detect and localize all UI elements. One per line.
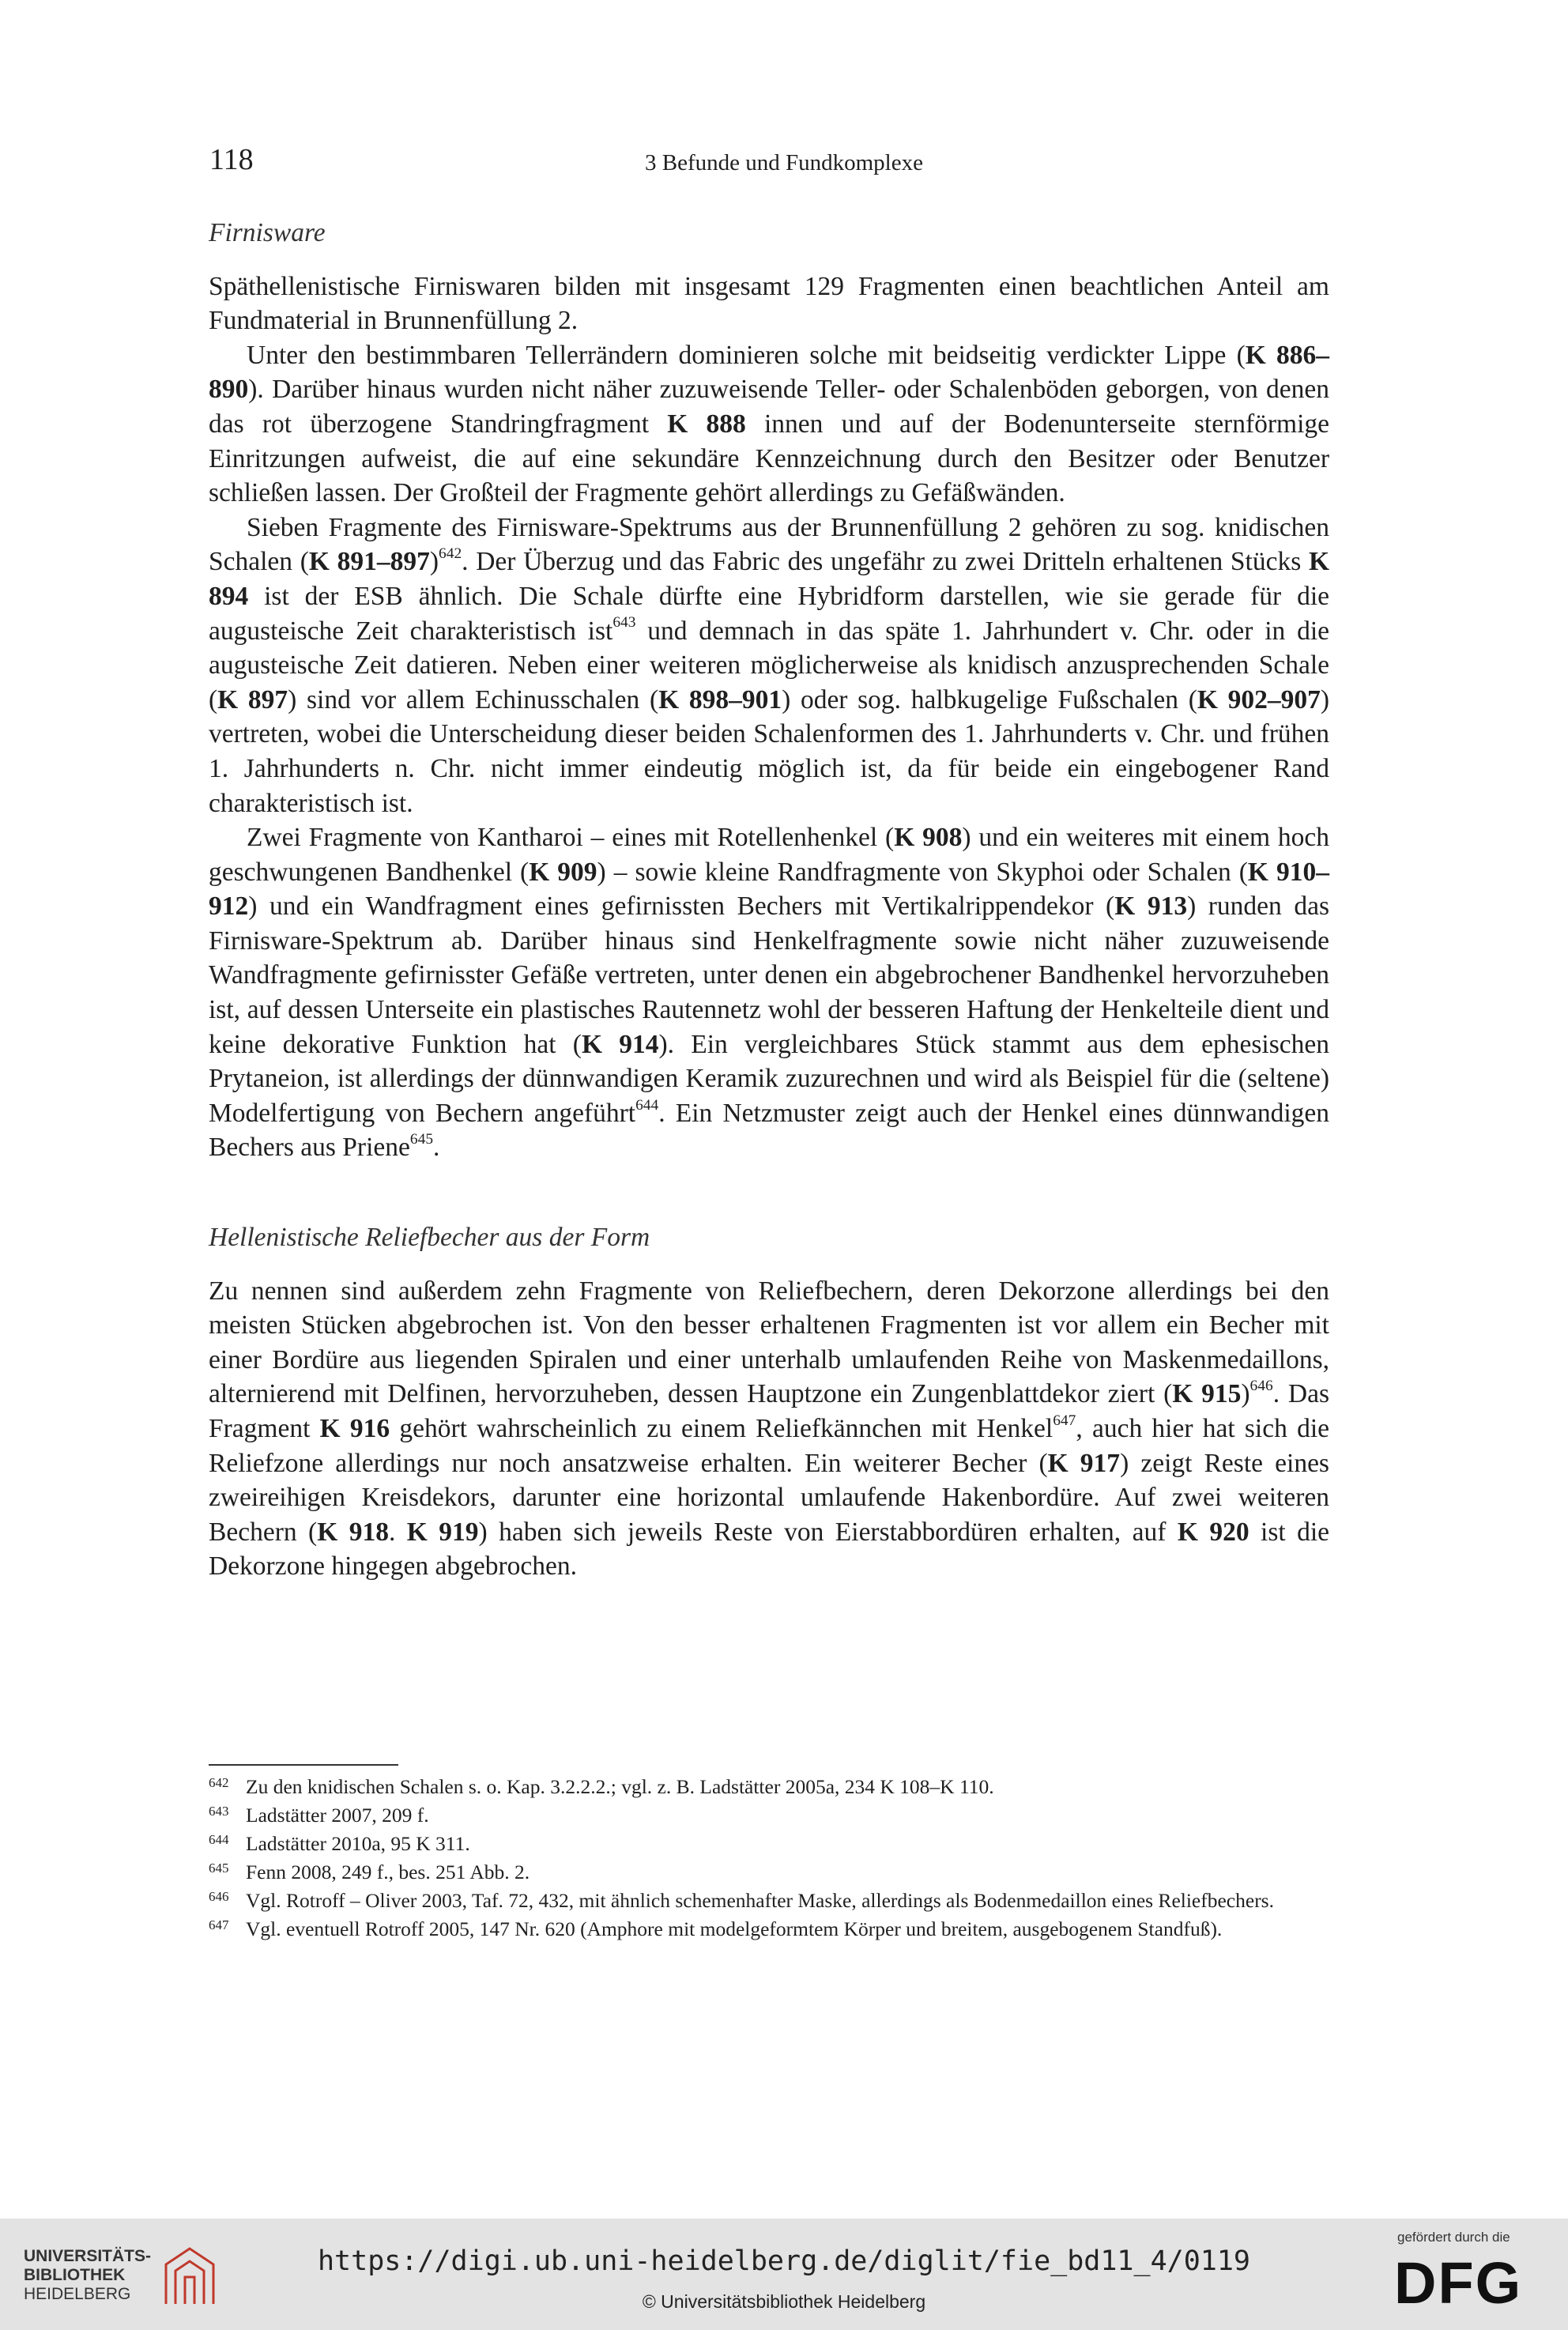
library-name-line: HEIDELBERG <box>24 2285 131 2303</box>
footnote-text: Vgl. eventuell Rotroff 2005, 147 Nr. 620 (Amphore mit modelgeformtem Körper und breitem, ausgebogenem Standfuß). <box>246 1917 1223 1940</box>
dfg-logo-mark: DFG <box>1394 2250 1523 2316</box>
footnote-text: Ladstätter 2007, 209 f. <box>246 1804 429 1827</box>
footnote <box>209 1830 1329 1858</box>
catalog-reference: K 917 <box>1047 1448 1121 1478</box>
footnote-number: 645 <box>209 1861 229 1876</box>
catalog-reference: K 916 <box>319 1414 390 1443</box>
page-number: 118 <box>209 143 254 176</box>
paragraph: Zwei Fragmente von Kantharoi – eines mit Rotellenhenkel (K 908) und ein weiteres mit einem hoch geschwungenen Bandhenkel (K 909) – sowie kleine Randfragmente von Skyphoi oder Schalen (K 910–912) und ein Wandfragment eines gefirnissten Bechers mit Vertikalrippendekor (K 913) runden das Firnisware-Spektrum ab. Darüber hinaus sind Henkelfragmente sowie nicht näher zuzuweisende Wandfragmente gefirnisster Gefäße vertreten, unter denen ein abgebrochener Bandhenkel hervorzuheben ist, auf dessen Unterseite ein plastisches Rautennetz wohl der besseren Haftung der Henkelteile dient und keine dekorative Funktion hat (K 914). Ein vergleichbares Stück stammt aus dem ephesischen Prytaneion, ist allerdings der dünnwandigen Keramik zuzurechnen und wird als Beispiel für die (seltene) Modelfertigung von Bechern angeführt$^{644}$. Ein Netzmuster zeigt auch der Henkel eines dünnwandigen Bechers aus Priene$^{645}$. <box>209 823 1329 1163</box>
catalog-reference: K 914 <box>581 1029 659 1059</box>
catalog-reference: K 891–897 <box>308 547 430 577</box>
catalog-reference: K 898–901 <box>658 684 782 714</box>
catalog-reference: K 897 <box>217 684 288 714</box>
footnote-number: 647 <box>209 1917 229 1932</box>
section-heading-reliefbecher: Hellenistische Reliefbecher aus der Form <box>209 1223 650 1253</box>
library-name-line: UNIVERSITÄTS- <box>24 2247 152 2265</box>
catalog-reference: K 919 <box>406 1517 479 1547</box>
footnotes <box>209 1773 1329 1944</box>
catalog-reference: K 888 <box>667 409 746 439</box>
footnote-number: 644 <box>209 1832 229 1847</box>
running-head: 3 Befunde und Fundkomplexe <box>645 150 923 175</box>
catalog-reference: K 886–890 <box>209 340 1329 405</box>
footnote-text: Fenn 2008, 249 f., bes. 251 Abb. 2. <box>246 1861 530 1883</box>
catalog-reference: K 902–907 <box>1197 684 1321 714</box>
catalog-reference: K 894 <box>209 547 1329 611</box>
catalog-reference: K 910–912 <box>209 857 1329 922</box>
paragraph: Unter den bestimmbaren Tellerrändern dominieren solche mit beidseitig verdickter Lippe (K 886–890). Darüber hinaus wurden nicht näher zuzuweisende Teller- oder Schalenböden geborgen, von denen das rot überzogene Standringfragment K 888 innen und auf der Bodenunterseite sternförmige Einritzungen aufweist, die auf eine sekundäre Kennzeichnung durch den Besitzer oder Benutzer schließen lassen. Der Großteil der Fragmente gehört allerdings zu Gefäßwänden. <box>209 340 1330 508</box>
catalog-reference: K 920 <box>1177 1517 1250 1547</box>
catalog-reference: K 913 <box>1114 892 1188 922</box>
footnote-marker: 642 <box>439 545 462 563</box>
paragraph: Sieben Fragmente des Firnisware-Spektrums aus der Brunnenfüllung 2 gehören zu sog. knidischen Schalen (K 891–897)$^{642}$. Der Überzug und das Fabric des ungefähr zu zwei Dritteln erhaltenen Stücks K 894 ist der ESB ähnlich. Die Schale dürfte eine Hybridform darstellen, wie sie gerade für die augusteische Zeit charakteristisch ist$^{643}$ und demnach in das späte 1. Jahrhundert v. Chr. oder in die augusteische Zeit datieren. Neben einer weiteren möglicherweise als knidisch anzusprechenden Schale (K 897) sind vor allem Echinusschalen (K 898–901) oder sog. halbkugelige Fußschalen (K 902–907) vertreten, wobei die Unterscheidung dieser beiden Schalenformen des 1. Jahrhunderts v. Chr. und frühen 1. Jahrhunderts n. Chr. nicht immer eindeutig möglich ist, da für beide ein eingebogener Rand charakteristisch ist. <box>209 512 1329 818</box>
paragraph: Späthellenistische Firniswaren bilden mit insgesamt 129 Fragmenten einen beachtlichen Anteil am Fundmaterial in Brunnenfüllung 2. <box>209 271 1329 336</box>
catalog-reference: K 909 <box>529 857 597 887</box>
catalog-reference: K 915 <box>1172 1379 1242 1409</box>
footnote <box>209 1773 1329 1801</box>
source-url-link[interactable]: https://digi.ub.uni-heidelberg.de/diglit/fie_bd11_4/0119 <box>317 2245 1251 2277</box>
paragraph: Zu nennen sind außerdem zehn Fragmente von Reliefbechern, deren Dekorzone allerdings bei den meisten Stücken abgebrochen ist. Von den besser erhaltenen Fragmenten ist vor allem ein Becher mit einer Bordüre aus liegenden Spiralen und einer unterhalb umlaufenden Reihe von Maskenmedaillons, alternierend mit Delfinen, hervorzuheben, dessen Hauptzone ein Zungenblattdekor ziert (K 915)$^{646}$. Das Fragment K 916 gehört wahrscheinlich zu einem Reliefkännchen mit Henkel$^{647}$, auch hier hat sich die Reliefzone allerdings nur noch ansatzweise erhalten. Ein weiterer Becher (K 917) zeigt Reste eines zweireihigen Kreisdekors, darunter eine horizontal umlaufende Hakenbordüre. Auf zwei weiteren Bechern (K 918. K 919) haben sich jeweils Reste von Eierstabbordüren erhalten, auf K 920 ist die Dekorzone hingegen abgebrochen. <box>209 1276 1330 1582</box>
footnote-marker: 643 <box>612 614 636 632</box>
footnote-marker: 646 <box>1250 1378 1273 1395</box>
footnote-text: Zu den knidischen Schalen s. o. Kap. 3.2.2.2.; vgl. z. B. Ladstätter 2005a, 234 K 108–K 110. <box>246 1775 994 1798</box>
footnote <box>209 1887 1329 1915</box>
digitization-footer <box>0 2219 1568 2330</box>
dfg-logo[interactable] <box>1378 2230 1536 2324</box>
funded-by-caption: gefördert durch die <box>1397 2230 1510 2245</box>
footnote-text: Vgl. Rotroff – Oliver 2003, Taf. 72, 432, mit ähnlich schemenhafter Maske, allerdings als Bodenmedaillon eines Reliefbechers. <box>246 1889 1274 1912</box>
footnote-number: 642 <box>209 1775 229 1790</box>
footnote <box>209 1801 1329 1830</box>
section-heading-firnisware: Firnisware <box>209 218 326 247</box>
catalog-reference: K 908 <box>894 823 963 853</box>
footnote <box>209 1858 1329 1887</box>
footnote-separator <box>209 1764 398 1766</box>
footnote-number: 643 <box>209 1804 229 1819</box>
main-text <box>209 216 1329 1584</box>
footnote-marker: 647 <box>1053 1412 1076 1429</box>
footnote-number: 646 <box>209 1889 229 1904</box>
copyright-notice: © Universitätsbibliothek Heidelberg <box>642 2291 926 2312</box>
catalog-reference: K 918 <box>317 1517 389 1547</box>
footnote <box>209 1915 1329 1944</box>
footnote-marker: 644 <box>635 1096 659 1114</box>
library-name-line: BIBLIOTHEK <box>24 2266 126 2284</box>
footnote-marker: 645 <box>409 1131 434 1148</box>
footnote-text: Ladstätter 2010a, 95 K 311. <box>246 1832 470 1855</box>
